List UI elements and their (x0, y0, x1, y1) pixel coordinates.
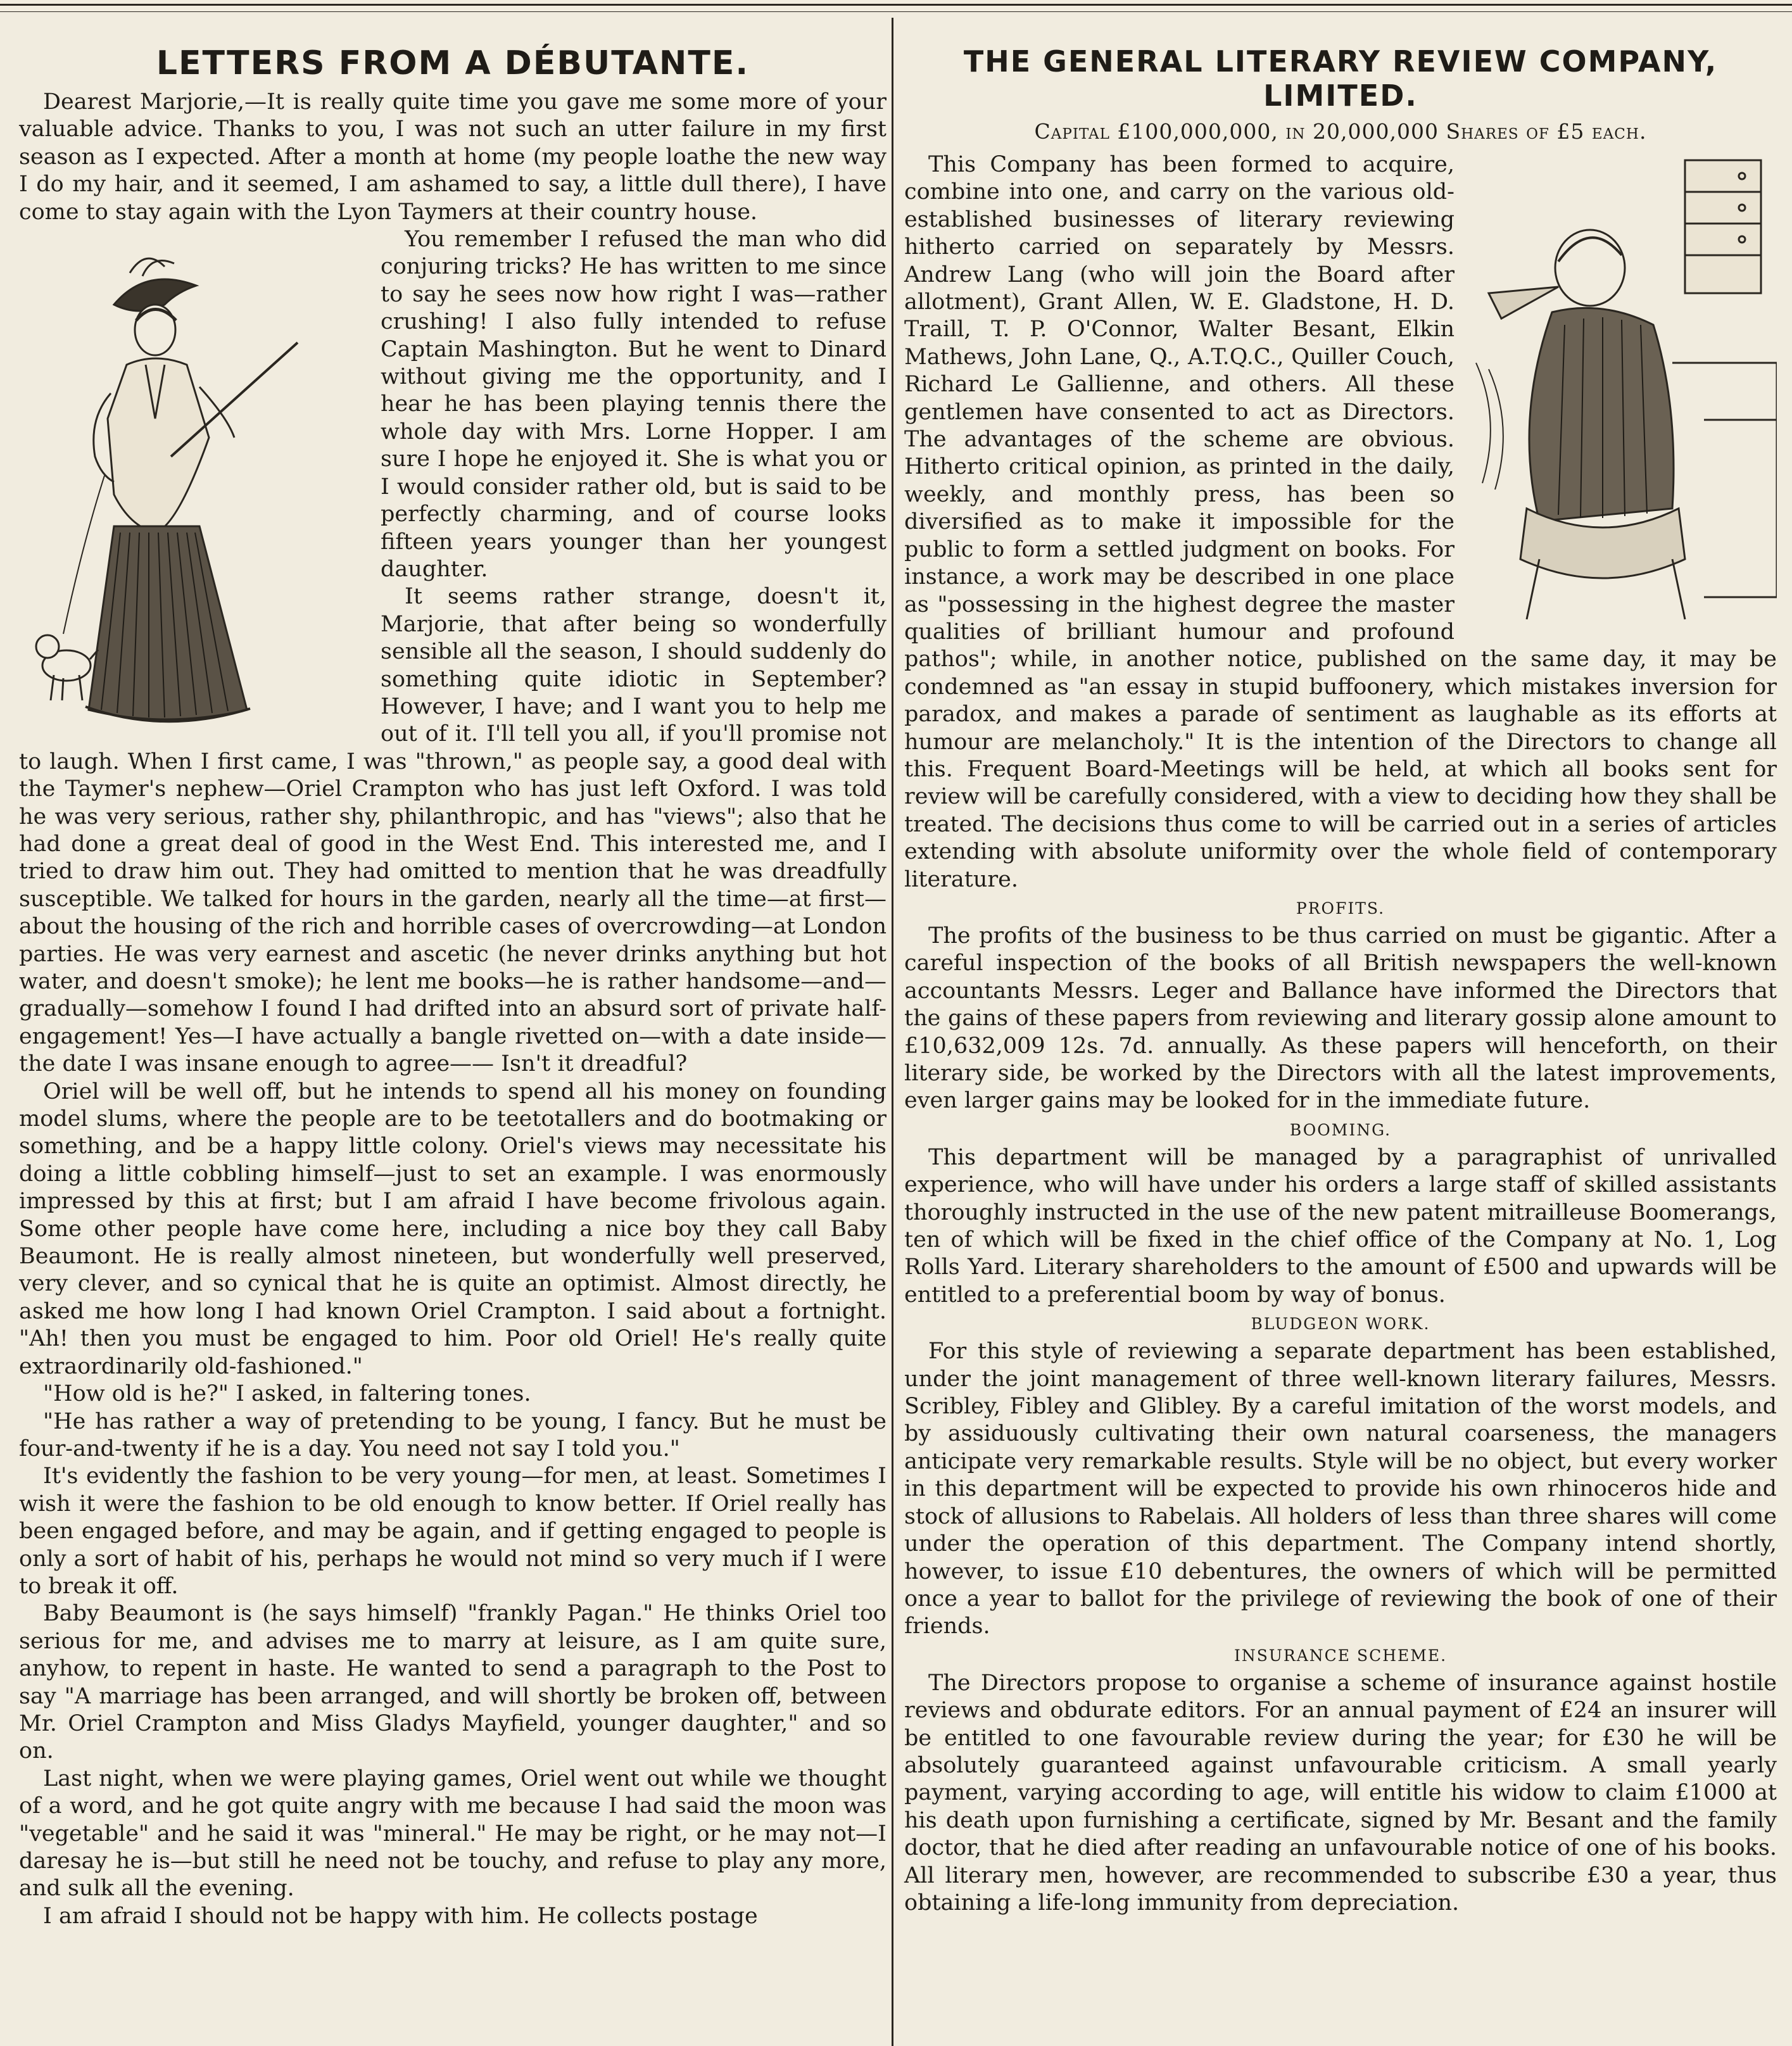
paragraph: Oriel will be well off, but he intends to spend all his money on founding model slums, where the people are to be teetotallers and do bootmaking or something, and be a happy little colony. Oriel's views may necessitate his doing a little cobbling himself—just to set an example. I was enormously impressed by this at first; but I am afraid I have become frivolous again. Some other people have come here, including a nice boy they call Baby Beaumont. He is really almost nineteen, but wonderfully well preserved, very clever, and so cynical that he is quite an optimist. Almost directly, he asked me how long I had known Oriel Crampton. I said about a fortnight. "Ah! then you must be engaged to him. Poor old Oriel! He's really quite extraordinarily old-fashioned." (19, 1078, 887, 1379)
article-title-debutante: LETTERS FROM A DÉBUTANTE. (156, 44, 750, 82)
section-heading-profits: PROFITS. (1296, 899, 1385, 918)
man-at-desk-illustration (1463, 154, 1777, 622)
section-text-booming: This department will be managed by a paragraphist of unrivalled experience, who will have under his orders a large staff of skilled assistants thoroughly instructed in the use of the new patent mitrailleuse Boomerangs, ten of which will be fixed in the chief office of the Company at No. 1, Log Rolls Yard. Literary shareholders to the amount of £500 and upwards will be entitled to a preferential boom by way of bonus. (904, 1144, 1777, 1308)
paragraph: It's evidently the fashion to be very young—for men, at least. Sometimes I wish it were the fashion to be old enough to know better. If Oriel really has been engaged before, and may be again, and if getting engaged to people is only a sort of habit of his, perhaps he would not mind so very much if I were to break it off. (19, 1463, 887, 1599)
paragraph: It seems rather strange, doesn't it, Marjorie, that after being so wonderfully sensible all the season, I should suddenly do something quite idiotic in September? However, I have; and I want you to help me out of it. I'll tell you all, if you'll promise not to laugh. When I first came, I was "thrown," as people say, a good deal with the Taymer's nephew—Oriel Crampton who has just left Oxford. I was told he was very serious, rather shy, philanthropic, and has "views"; also that he had done a great deal of good in the West End. This interested me, and I tried to draw him out. They had omitted to mention that he was dreadfully susceptible. We talked for hours in the garden, nearly all the time—at first—about the housing of the rich and horrible cases of overcrowding—at London parties. He was very earnest and ascetic (he never drinks anything but hot water, and doesn't smoke); he lent me books—he is rather handsome—and—gradually—somehow I found I had drifted into an absurd sort of private half-engagement! Yes—I have actually a bangle rivetted on—with a date inside—the date I was insane enough to agree—— Isn't it dreadful? (19, 584, 887, 1077)
left-column (19, 25, 887, 1930)
column-rule (892, 18, 893, 2046)
paragraph: I am afraid I should not be happy with him. He collects postage (43, 1903, 758, 1929)
section-text-bludgeon-work: For this style of reviewing a separate department has been established, under the joint management of three well-known literary failures, Messrs. Scribley, Fibley and Glibley. By a careful imitation of the worst models, and by assiduously cultivating their own natural coarseness, the managers anticipate very remarkable results. Style will be no object, but every worker in this department will be expected to provide his own rhinoceros hide and stock of allusions to Rabelais. All holders of less than three shares will come under the operation of this department. The Company intend shortly, however, to issue £10 debentures, the owners of which will be permitted once a year to ballot for the privilege of reviewing the book of one of their friends. (904, 1339, 1777, 1639)
section-heading-insurance-scheme: INSURANCE SCHEME. (1234, 1646, 1448, 1665)
section-heading-booming: BOOMING. (1289, 1120, 1392, 1139)
paragraph: Baby Beaumont is (he says himself) "frankly Pagan." He thinks Oriel too serious for me, and advises me to marry at leisure, as I am quite sure, anyhow, to repent in haste. He wanted to send a paragraph to the Post to say "A marriage has been arranged, and will shortly be broken off, between Mr. Oriel Crampton and Miss Gladys Mayfield, younger daughter," and so on. (19, 1601, 887, 1764)
paragraph: "He has rather a way of pretending to be young, I fancy. But he must be four-and-twenty if he is a day. You need not say I told you." (19, 1408, 887, 1462)
article-title-review-company: THE GENERAL LITERARY REVIEW COMPANY, LIMITED. (963, 44, 1718, 113)
paragraph: Last night, when we were playing games, Oriel went out while we thought of a word, and he got quite angry with me because I had said the moon was "vegetable" and he said it was "mineral." He may be right, or he may not—I daresay he is—but still he need not be touchy, and refuse to play any more, and sulk all the evening. (19, 1765, 887, 1902)
paragraph: You remember I refused the man who did conjuring tricks? He has written to me since to say he sees now how right I was—rather crushing! I also fully intended to refuse Captain Mashington. But he went to Dinard without giving me the opportunity, and I hear he has been playing tennis there the whole day with Mrs. Lorne Hopper. I am sure I hope he enjoyed it. She is what you or I would consider rather old, but is said to be perfectly charming, and of course looks fifteen years younger than her youngest daughter. (381, 227, 887, 582)
top-rule-thin (0, 11, 1792, 12)
right-column (904, 25, 1777, 1917)
lady-with-dog-illustration (19, 229, 370, 729)
top-rule (0, 4, 1792, 6)
section-text-profits: The profits of the business to be thus carried on must be gigantic. After a careful inspection of the books of all British newspapers the well-known accountants Messrs. Leger and Ballance have informed the Directors that the gains of these papers from reviewing and literary gossip alone amount to £10,632,009 12s. 7d. annually. As these papers will henceforth, on their literary side, be worked by the Directors with all the latest improvements, even larger gains may be looked for in the immediate future. (904, 923, 1777, 1114)
capital-subtitle: Capital £100,000,000, in 20,000,000 Shares of £5 each. (1034, 119, 1647, 144)
paragraph: Dearest Marjorie,—It is really quite time you gave me some more of your valuable advice. Thanks to you, I was not such an utter failure in my first season as I expected. After a month at home (my people loathe the new way I do my hair, and it seemed, I am ashamed to say, a little dull there), I have come to stay again with the Lyon Taymers at their country house. (19, 89, 887, 225)
intro-paragraph: This Company has been formed to acquire, combine into one, and carry on the various old-established businesses of literary reviewing hitherto carried on separately by Messrs. Andrew Lang (who will join the Board after allotment), Grant Allen, W. E. Gladstone, H. D. Traill, T. P. O'Connor, Walter Besant, Elkin Mathews, John Lane, Q., A.T.Q.C., Quiller Couch, Richard Le Gallienne, and others. All these gentlemen have consented to act as Directors. The advantages of the scheme are obvious. Hitherto critical opinion, as printed in the daily, weekly, and monthly press, has been so diversified as to make it impossible for the public to form a settled judgment on books. For instance, a work may be described in one place as "possessing in the highest degree the master qualities of brilliant humour and profound pathos"; while, in another notice, published on the same day, it may be condemned as "an essay in stupid buffoonery, which mistakes inversion for paradox, and makes a parade of sentiment as laughable as its efforts at humour are melancholy." It is the intention of the Directors to change all this. Frequent Board-Meetings will be held, at which all books sent for review will be carefully considered, with a view to deciding how they shall be treated. The decisions thus come to will be carried out in a series of articles extending with absolute uniformity over the whole field of contemporary literature. (904, 152, 1777, 892)
paragraph: "How old is he?" I asked, in faltering tones. (43, 1381, 531, 1407)
section-text-insurance-scheme: The Directors propose to organise a scheme of insurance against hostile reviews and obdurate editors. For an annual payment of £24 an insurer will be entitled to one favourable review during the year; for £30 he will be absolutely guaranteed against unfavourable criticism. A small yearly payment, varying according to age, will entitle his widow to claim £1000 at his death upon furnishing a certificate, signed by Mr. Besant and the family doctor, that he died after reading an unfavourable notice of one of his books. All literary men, however, are recommended to subscribe £30 a year, thus obtaining a life-long immunity from depreciation. (904, 1670, 1777, 1916)
section-heading-bludgeon-work: BLUDGEON WORK. (1251, 1315, 1430, 1334)
